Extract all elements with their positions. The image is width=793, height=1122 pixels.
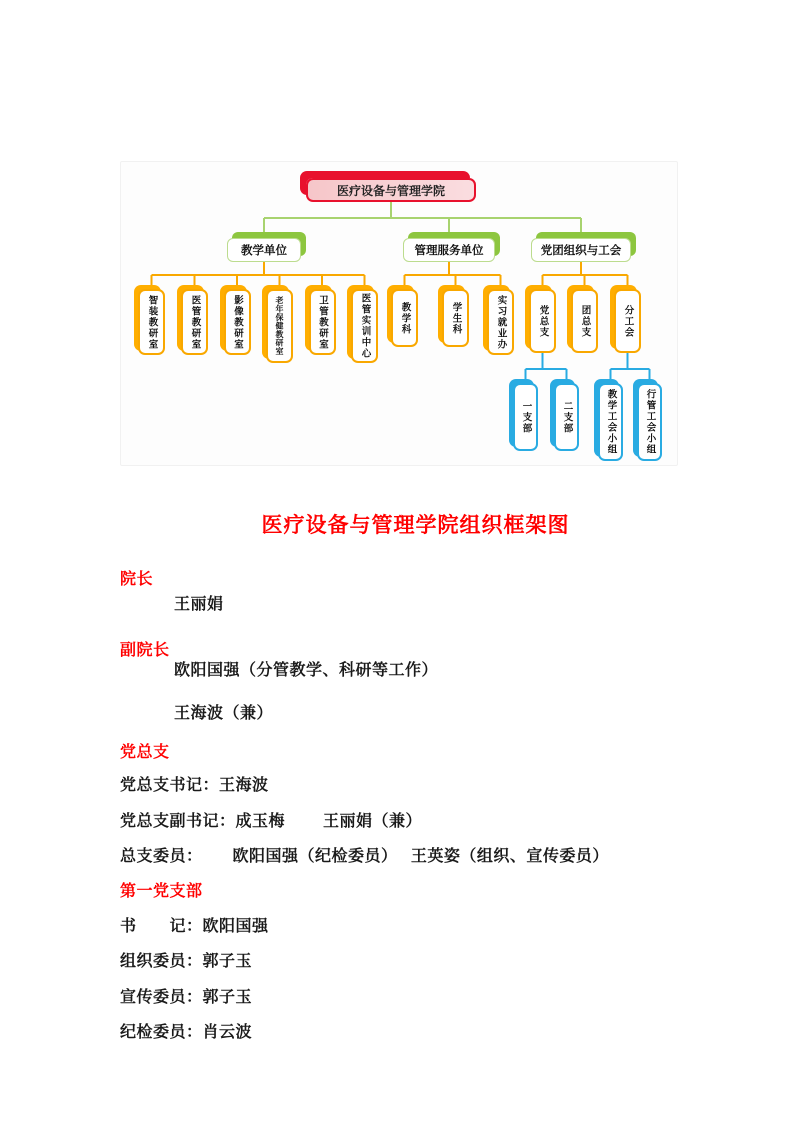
- org-node-unit: 学生科: [442, 289, 469, 347]
- doc-line: 组织委员：郭子玉: [120, 953, 253, 970]
- doc-title: 医疗设备与管理学院组织框架图: [261, 514, 570, 537]
- doc-line: 党总支书记：王海波: [120, 777, 269, 794]
- org-node-root: 医疗设备与管理学院: [306, 178, 476, 202]
- org-node-unit: 党总支: [529, 289, 556, 353]
- org-node-unit: 影像教研室: [224, 289, 251, 355]
- org-node-unit: 团总支: [571, 289, 598, 353]
- doc-line: 书 记：欧阳国强: [120, 918, 269, 935]
- org-node-unit: 老年保健教研室: [266, 289, 293, 363]
- doc-line: 宣传委员：郭子玉: [120, 989, 253, 1006]
- org-node-unit: 卫管教研室: [309, 289, 336, 355]
- org-node-sub: 二支部: [554, 383, 579, 451]
- doc-heading-branch-one: 第一党支部: [120, 883, 203, 900]
- org-node-sub: 一支部: [513, 383, 538, 451]
- org-node-unit: 分工会: [614, 289, 641, 353]
- org-node-sub: 行管工会小组: [637, 383, 662, 461]
- doc-line: 总支委员： 欧阳国强（纪检委员） 王英姿（组织、宣传委员）: [120, 848, 609, 865]
- doc-heading-dean: 院长: [120, 571, 154, 588]
- org-node-branch-admin: 管理服务单位: [403, 238, 495, 262]
- org-node-unit: 实习就业办: [487, 289, 514, 355]
- doc-line: 党总支副书记：成玉梅 王丽娟（兼）: [120, 813, 422, 830]
- org-node-unit: 医管教研室: [181, 289, 208, 355]
- doc-heading-vice-dean: 副院长: [120, 642, 170, 659]
- doc-line: 王丽娟: [174, 596, 224, 613]
- doc-line: 纪检委员：肖云波: [120, 1024, 253, 1041]
- org-node-unit: 教学科: [391, 289, 418, 347]
- org-chart-figure: [120, 161, 678, 466]
- org-node-sub: 教学工会小组: [598, 383, 623, 461]
- org-node-branch-teaching: 教学单位: [227, 238, 301, 262]
- org-node-unit: 智装教研室: [138, 289, 165, 355]
- doc-heading-party: 党总支: [120, 744, 170, 761]
- org-node-branch-party: 党团组织与工会: [531, 238, 631, 262]
- doc-line: 欧阳国强（分管教学、科研等工作）: [174, 662, 439, 679]
- doc-line: 王海波（兼）: [174, 705, 274, 722]
- org-node-unit: 医管实训中心: [351, 289, 378, 363]
